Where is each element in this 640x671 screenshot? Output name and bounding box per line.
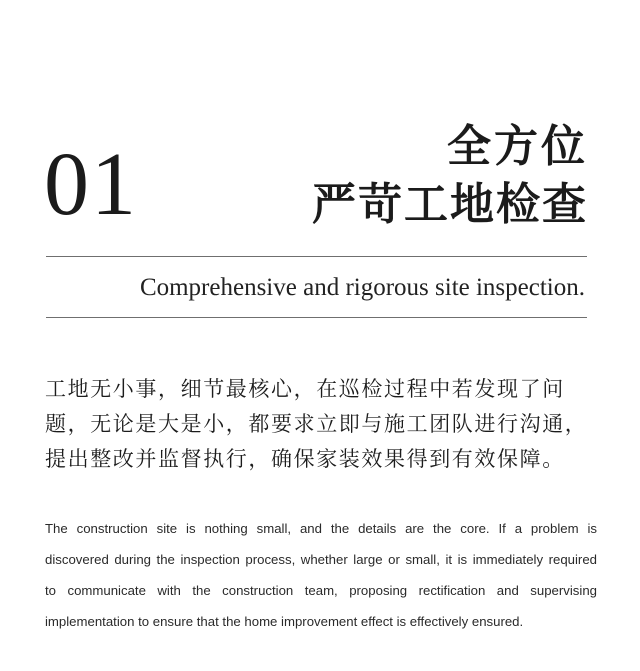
cn-line: 提出整改并监督执行，确保家装效果得到有效保障。 (45, 447, 565, 471)
en-line: implementation to ensure that the home improvement effect is effectively ensured. (45, 614, 524, 629)
title-line-2: 严苛工地检查 (312, 179, 588, 230)
english-subtitle: Comprehensive and rigorous site inspection. (139, 274, 585, 301)
en-line: to communicate with the construction team, proposing rectification and supervising (45, 583, 597, 598)
section-title (312, 118, 588, 234)
en-line: The construction site is nothing small, and the details are the core. If a problem is (45, 521, 597, 536)
en-line: discovered during the inspection process, whether large or small, it is immediately required (45, 552, 597, 567)
title-line-1: 全方位 (447, 121, 588, 172)
english-paragraph (45, 513, 597, 637)
top-divider (46, 256, 587, 257)
cn-line: 工地无小事，细节最核心，在巡检过程中若发现了问 (45, 377, 565, 401)
cn-line: 题，无论是大是小，都要求立即与施工团队进行沟通， (45, 412, 588, 436)
bottom-divider (46, 317, 587, 318)
chinese-paragraph (45, 372, 605, 477)
section-number: 01 (44, 135, 138, 234)
